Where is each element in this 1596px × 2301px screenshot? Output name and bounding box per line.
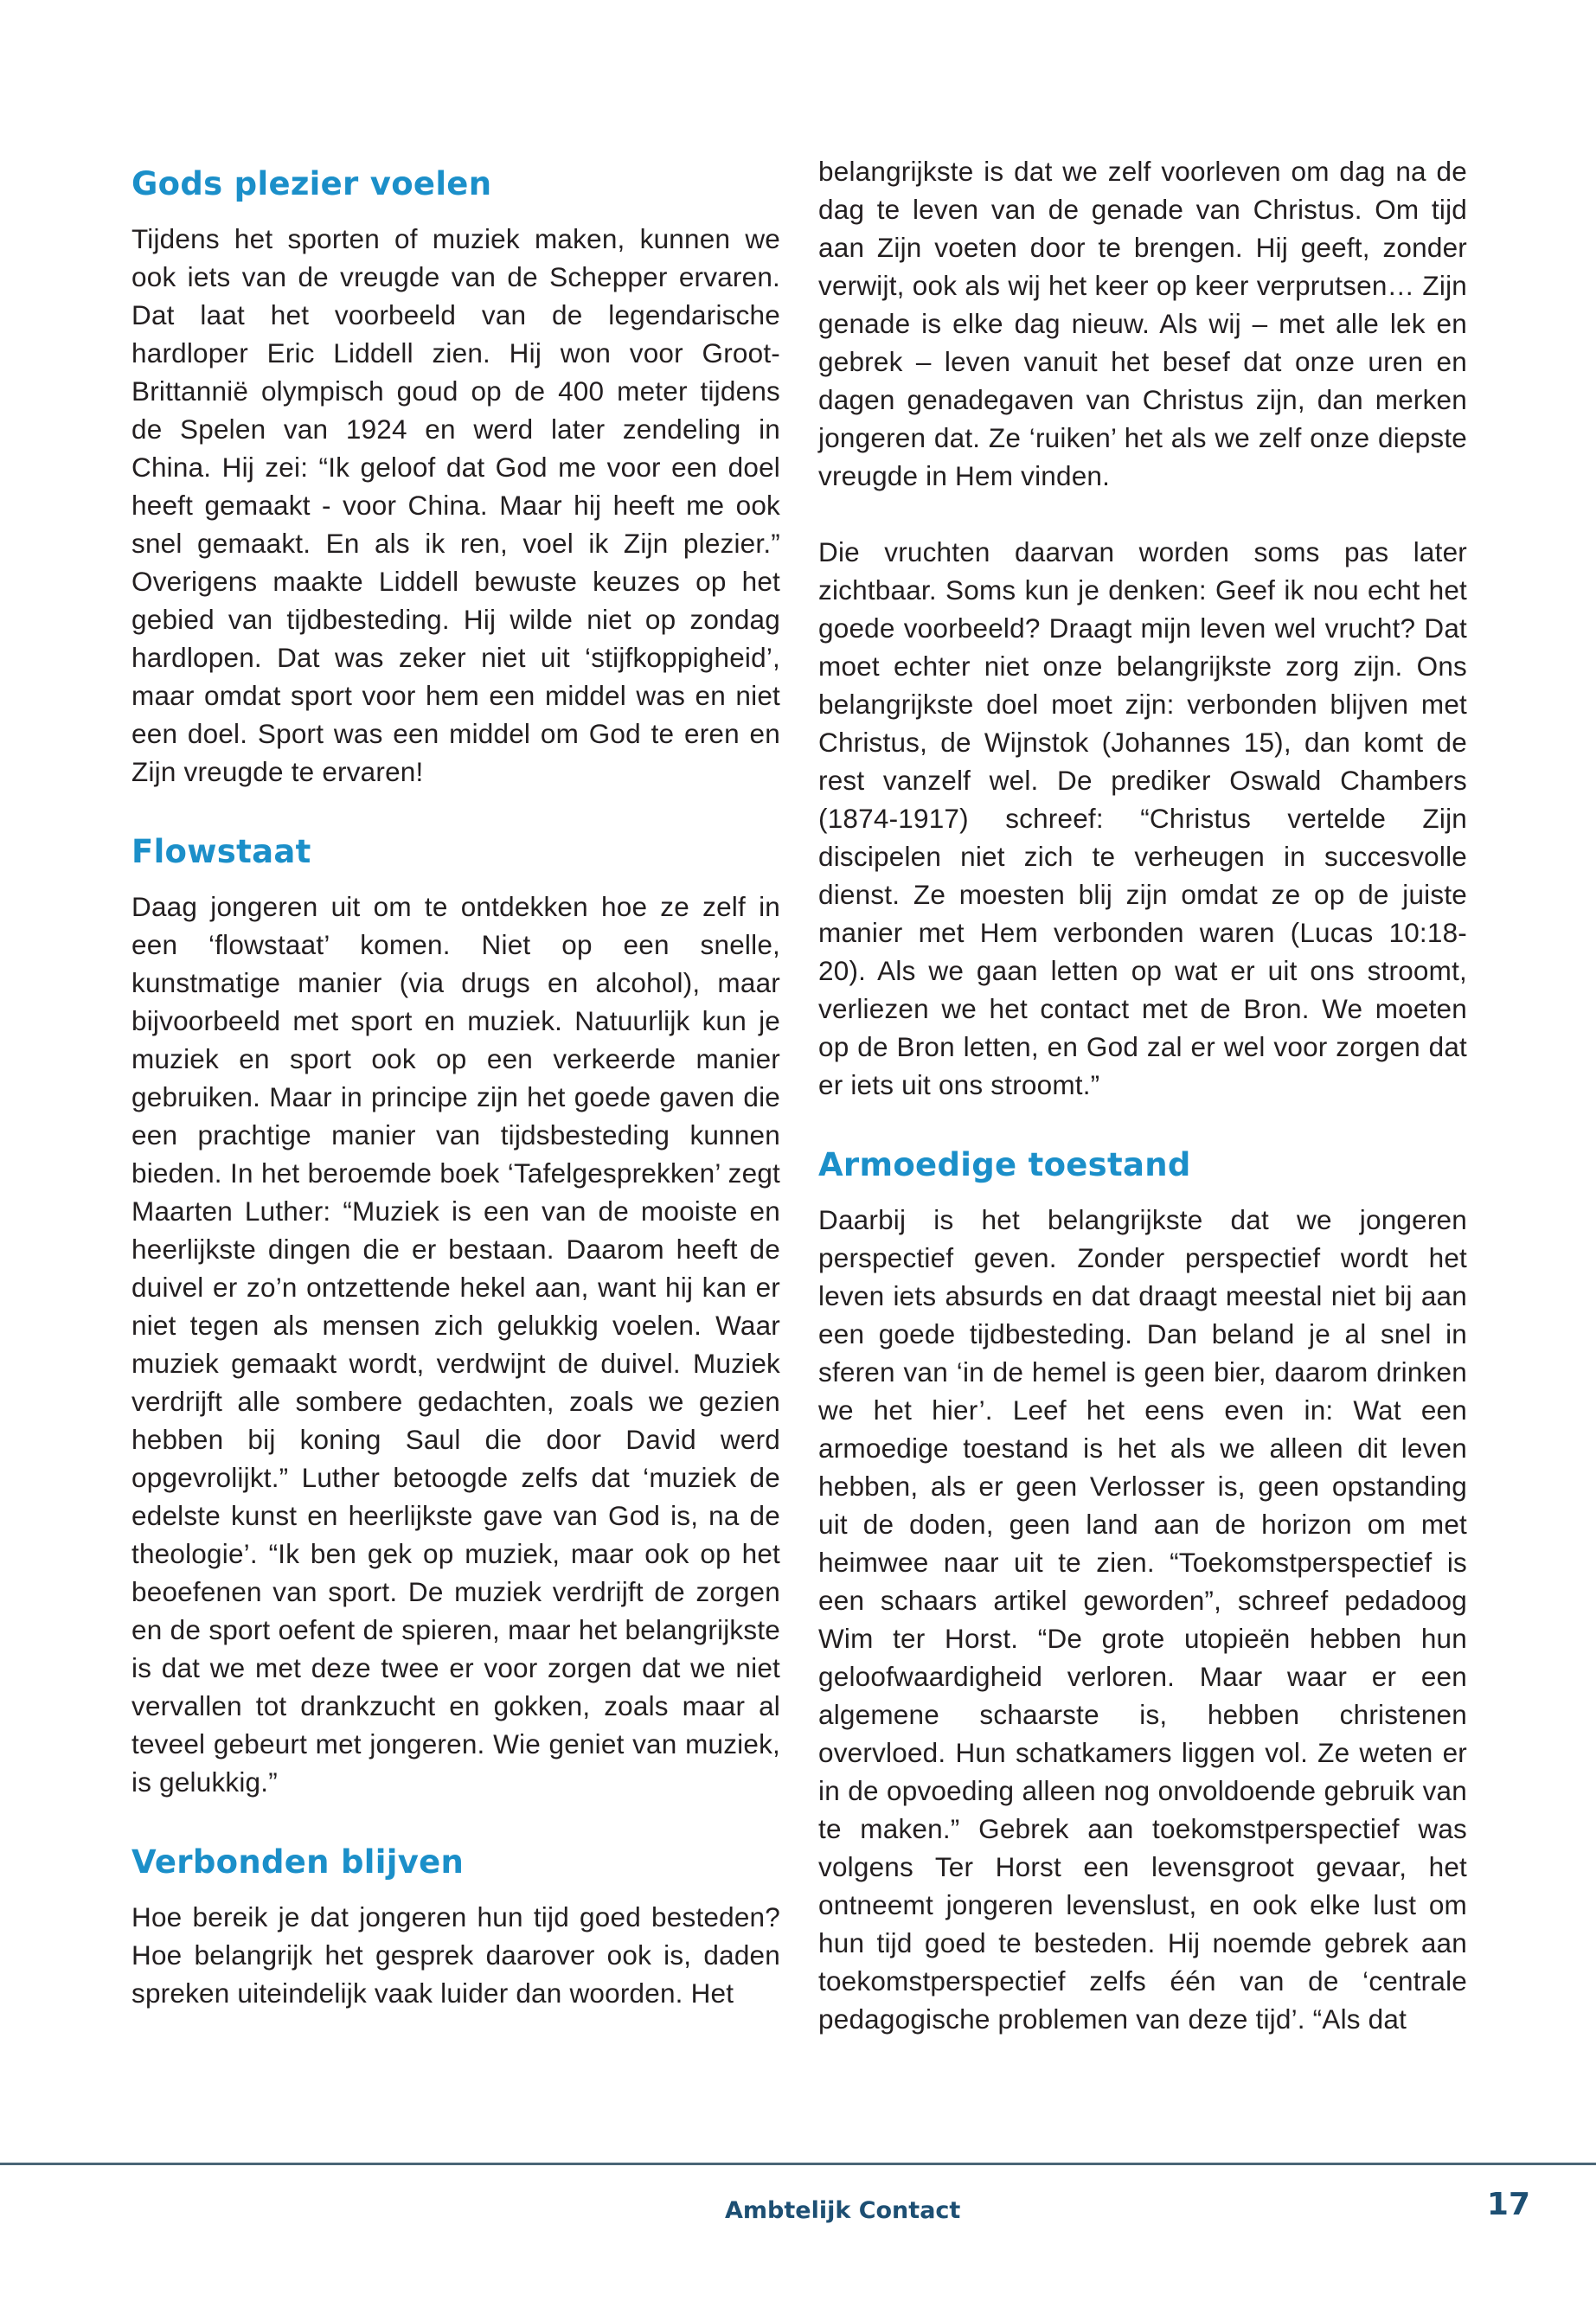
paragraph: Hoe bereik je dat jongeren hun tijd goed besteden? Hoe belangrijk het gesprek daarover ook is, daden spreken uiteindelijk vaak luider dan woorden. Het: [131, 1901, 780, 2009]
heading-verbonden-blijven: Verbonden blijven: [131, 1843, 465, 1881]
paragraph: Daag jongeren uit om te ontdekken hoe ze zelf in een ‘flowstaat’ komen. Niet op een snelle, kunstmatige manier (via drugs en alcohol), maar bijvoorbeeld met sport en muziek. Natuurlijk kun je muziek en sport ook op een verkeerde manier gebruiken. Maar in principe zijn het goede gaven die een prachtige manier van tijdsbesteding kunnen bieden. In het beroemde boek ‘Tafelgesprekken’ zegt Maarten Luther: “Muziek is een van de mooiste en heerlijkste dingen die er bestaan. Daarom heeft de duivel er zo’n ontzettende hekel aan, want hij kan er niet tegen als mensen zich gelukkig voelen. Waar muziek gemaakt wordt, verdwijnt de duivel. Muziek verdrijft alle sombere gedachten, zoals we gezien hebben bij koning Saul die door David werd opgevrolijkt.” Luther betoogde zelfs dat ‘muziek de edelste kunst en heerlijkste gave van God is, na de theologie’. “Ik ben gek op muziek, maar ook op het beoefenen van sport. De muziek verdrijft de zorgen en de sport oefent de spieren, maar het belangrijkste is dat we met deze twee er voor zorgen dat we niet vervallen tot drankzucht en gokken, zoals maar al teveel gebeurt met jongeren. Wie geniet van muziek, is gelukkig.”: [131, 891, 780, 1798]
page-number: 17: [1486, 2187, 1530, 2222]
left-column: [131, 163, 780, 2012]
paragraph: Daarbij is het belangrijkste dat we jongeren perspectief geven. Zonder perspectief wordt het leven iets absurds en dat draagt meestal niet bij aan een goede tijdbesteding. Dan beland je al snel in sferen van ‘in de hemel is geen bier, daarom drinken we het hier’. Leef het eens even in: Wat een armoedige toestand is het als we alleen dit leven hebben, als er geen Verlosser is, geen opstanding uit de doden, geen land aan de horizon om met heimwee naar uit te zien. “Toekomstperspectief is een schaars artikel geworden”, schreef pedadoog Wim ter Horst. “De grote utopieën hebben hun geloofwaardigheid verloren. Maar waar er een algemene schaarste is, hebben christenen overvloed. Hun schatkamers liggen vol. Ze weten er in de opvoeding alleen nog onvoldoende gebruik van te maken.” Gebrek aan toekomstperspectief was volgens Ter Horst een levensgroot gevaar, het ontneemt jongeren levenslust, en ook elke lust om hun tijd goed te besteden. Hij noemde gebrek aan toekomstperspectief zelfs één van de ‘centrale pedagogische problemen van deze tijd’. “Als dat: [818, 1204, 1467, 2035]
paragraph: belangrijkste is dat we zelf voorleven om dag na de dag te leven van de genade van Christus. Om tijd aan Zijn voeten door te brengen. Hij geeft, zonder verwijt, ook als wij het keer op keer verprutsen… Zijn genade is elke dag nieuw. Als wij – met alle lek en gebrek – leven vanuit het besef dat onze uren en dagen genadegaven van Christus zijn, dan merken jongeren dat. Ze ‘ruiken’ het als we zelf onze diepste vreugde in Hem vinden.: [818, 156, 1467, 491]
heading-gods-plezier-voelen: Gods plezier voelen: [131, 165, 492, 202]
heading-armoedige-toestand: Armoedige toestand: [818, 1146, 1191, 1183]
paragraph: Die vruchten daarvan worden soms pas later zichtbaar. Soms kun je denken: Geef ik nou echt het goede voorbeeld? Draagt mijn leven wel vrucht? Dat moet echter niet onze belangrijkste zorg zijn. Ons belangrijkste doel moet zijn: verbonden blijven met Christus, de Wijnstok (Johannes 15), dan komt de rest vanzelf wel. De prediker Oswald Chambers (1874-1917) schreef: “Christus vertelde Zijn discipelen niet zich te verheugen in succesvolle dienst. Ze moesten blij zijn omdat ze op de juiste manier met Hem verbonden waren (Lucas 10:18-20). Als we gaan letten op wat er uit ons stroomt, verliezen we het contact met de Bron. We moeten op de Bron letten, en God zal er wel voor zorgen dat er iets uit ons stroomt.”: [818, 536, 1467, 1100]
right-column: [818, 152, 1467, 2038]
paragraph: Tijdens het sporten of muziek maken, kunnen we ook iets van de vreugde van de Schepper ervaren. Dat laat het voorbeeld van de legendarische hardloper Eric Liddell zien. Hij won voor Groot-Brittannië olympisch goud op de 400 meter tijdens de Spelen van 1924 en werd later zendeling in China. Hij zei: “Ik geloof dat God me voor een doel heeft gemaakt - voor China. Maar hij heeft me ook snel gemaakt. En als ik ren, voel ik Zijn plezier.” Overigens maakte Liddell bewuste keuzes op het gebied van tijdbesteding. Hij wilde niet op zondag hardlopen. Dat was zeker niet uit ‘stijfkoppigheid’, maar omdat sport voor hem een middel was en niet een doel. Sport was een middel om God te eren en Zijn vreugde te ervaren!: [131, 223, 780, 787]
footer-publication-title: Ambtelijk Contact: [725, 2197, 961, 2224]
heading-flowstaat: Flowstaat: [131, 833, 311, 870]
footer-divider: [0, 2163, 1596, 2165]
